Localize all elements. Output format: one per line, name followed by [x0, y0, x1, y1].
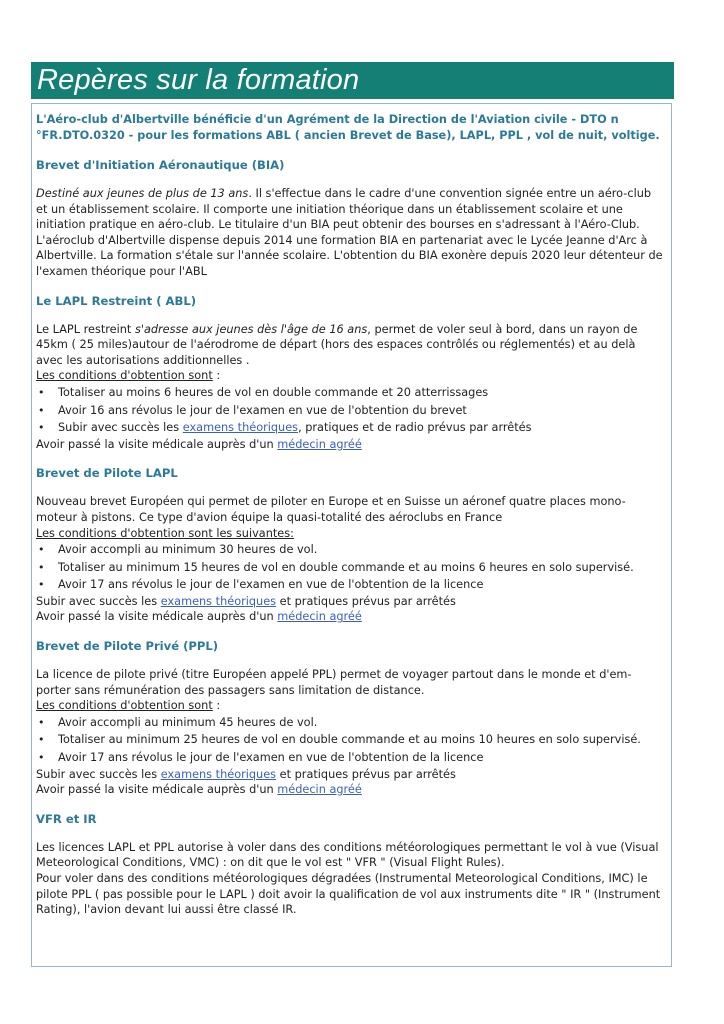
lapl-restreint-conditions-label: [36, 368, 663, 384]
bullet-icon: •: [38, 385, 45, 399]
list-item: [36, 731, 663, 749]
list-item: [36, 559, 663, 577]
lapl-exams: [36, 594, 663, 610]
bia-heading: Brevet d'Initiation Aéronautique (BIA): [36, 158, 285, 172]
content-box: [31, 103, 672, 967]
lapl-conditions-label: [36, 526, 663, 542]
conditions-label: Les conditions d'obtention sont: [36, 699, 213, 713]
ppl-list: [36, 714, 663, 767]
lapl-restreint-paragraph: [36, 322, 663, 369]
lapl-restreint-rest: , permet de voler seul à bord, dans un rayon de 45km ( 25 miles)autour de l'aérodrome de départ (hors des espaces contrôlés ou réglementés) et au delà avec les autorisations additionnelles .: [36, 322, 638, 367]
intro-text: L'Aéro-club d'Albertville bénéficie d'un Agrément de la Direction de l'Aviation civile - DTO n °FR.DTO.0320 - pour les formations ABL ( ancien Brevet de Base), LAPL, PPL , vol de nuit, voltige.: [36, 113, 660, 142]
ppl-exams: [36, 767, 663, 783]
bullet-icon: •: [38, 560, 45, 574]
lapl-medical: [36, 609, 663, 625]
list-item: [36, 419, 663, 437]
exam-text: et pratiques prévus par arrêtés: [276, 767, 456, 781]
vfr-paragraph-2: Pour voler dans des conditions météorologiques dégradées (Instrumental Meteorological Conditions, IMC) le pilote PPL ( pas possible pour le LAPL ) doit avoir la qualification de vol aux instruments dite " IR " (Instrument Rating), l'avion devant lui aussi être classé IR.: [36, 872, 661, 917]
list-item-text: Avoir 16 ans révolus le jour de l'examen en vue de l'obtention du brevet: [58, 403, 467, 417]
bullet-icon: •: [38, 751, 45, 765]
ppl-conditions-label: [36, 698, 663, 714]
lapl-heading: Brevet de Pilote LAPL: [36, 466, 178, 481]
list-item-text: , pratiques et de radio prévus par arrêtés: [298, 421, 532, 435]
title-banner: [31, 62, 674, 99]
ppl-paragraph: La licence de pilote privé (titre Européen appelé PPL) permet de voyager partout dans le monde et d'em-porter sans rémunération des passagers sans limitation de distance.: [36, 668, 632, 697]
lapl-paragraph: Nouveau brevet Européen qui permet de piloter en Europe et en Suisse un aéronef quatre places mono-moteur à pistons. Ce type d'avion équipe la quasi-totalité des aéroclubs en France: [36, 495, 626, 524]
page-title: Repères sur la formation: [37, 64, 360, 96]
bullet-icon: •: [38, 421, 45, 435]
bullet-icon: •: [38, 715, 45, 729]
vfr-ir-heading: VFR et IR: [36, 811, 97, 826]
exam-text: Subir avec succès les: [36, 767, 161, 781]
lapl-restreint-list: [36, 384, 663, 437]
exam-text: et pratiques prévus par arrêtés: [276, 594, 456, 608]
bullet-icon: •: [38, 733, 45, 747]
examens-theoriques-link[interactable]: examens théoriques: [182, 421, 299, 435]
conditions-label: Les conditions d'obtention sont les suivantes:: [36, 526, 294, 540]
conditions-suffix: :: [212, 699, 221, 713]
medical-text: Avoir passé la visite médicale auprès d'un: [36, 437, 278, 451]
bia-italic-lead: Destiné aux jeunes de plus de 13 ans: [36, 187, 249, 200]
list-item-text: Totaliser au minimum 15 heures de vol en double commande et au moins 6 heures en solo supervisé.: [58, 560, 634, 574]
exam-text: Subir avec succès les: [36, 594, 161, 608]
conditions-label: Les conditions d'obtention sont: [36, 369, 213, 383]
lapl-restreint-medical: [36, 437, 663, 453]
conditions-suffix: :: [212, 369, 221, 383]
list-item: [36, 749, 663, 767]
list-item-text: Avoir accompli au minimum 45 heures de vol.: [58, 715, 318, 729]
list-item-text: Totaliser au moins 6 heures de vol en double commande et 20 atterrissages: [58, 385, 489, 399]
list-item: [36, 576, 663, 594]
medical-text: Avoir passé la visite médicale auprès d'un: [36, 783, 278, 797]
bia-body: . Il s'effectue dans le cadre d'une convention signée entre un aéro-club et un établissement scolaire. Il comporte une initiation théorique dans un établissement scolaire et une initiation pratique en aéro-club. Le titulaire d'un BIA peut obtenir des bourses en s'adressant à l'Aéro-Club. L'aéroclub d'Albertville dispense depuis 2014 une formation BIA en partenariat avec le Lycée Jeanne d'Arc à Albertville. La formation s'étale sur l'année scolaire. L'obtention du BIA exonère depuis 2020 leur détenteur de l'examen théorique pour l'ABL: [36, 187, 663, 278]
medical-text: Avoir passé la visite médicale auprès d'un: [36, 610, 278, 624]
list-item-text: Avoir accompli au minimum 30 heures de vol.: [58, 543, 318, 557]
list-item-text: Avoir 17 ans révolus le jour de l'examen en vue de l'obtention de la licence: [58, 751, 484, 765]
medecin-agree-link[interactable]: médecin agréé: [277, 610, 362, 624]
vfr-paragraph-1: Les licences LAPL et PPL autorise à voler dans des conditions météorologiques permettant le vol à vue (Visual Meteorological Conditions, VMC) : on dit que le vol est " VFR " (Visual Flight Rules).: [36, 840, 659, 870]
bullet-icon: •: [38, 403, 45, 417]
medecin-agree-link[interactable]: médecin agréé: [277, 783, 362, 797]
list-item-text: Subir avec succès les: [58, 421, 183, 435]
lapl-restreint-italic: s'adresse aux jeunes dès l'âge de 16 ans: [134, 322, 368, 336]
medecin-agree-link[interactable]: médecin agréé: [277, 437, 362, 451]
lapl-list: [36, 541, 663, 594]
ppl-medical: [36, 782, 663, 798]
bullet-icon: •: [38, 578, 45, 592]
examens-theoriques-link[interactable]: examens théoriques: [160, 767, 277, 781]
bullet-icon: •: [38, 543, 45, 557]
list-item-text: Avoir 17 ans révolus le jour de l'examen en vue de l'obtention de la licence: [58, 578, 484, 592]
list-item: [36, 384, 663, 402]
list-item-text: Totaliser au minimum 25 heures de vol en double commande et au moins 10 heures en solo supervisé.: [58, 733, 641, 747]
list-item: [36, 402, 663, 420]
list-item: [36, 714, 663, 732]
ppl-heading: Brevet de Pilote Privé (PPL): [36, 639, 219, 654]
lapl-restreint-heading: Le LAPL Restreint ( ABL): [36, 293, 197, 308]
examens-theoriques-link[interactable]: examens théoriques: [160, 594, 277, 608]
bia-paragraph: [36, 186, 663, 280]
lapl-restreint-lead: Le LAPL restreint: [36, 322, 135, 336]
list-item: [36, 541, 663, 559]
